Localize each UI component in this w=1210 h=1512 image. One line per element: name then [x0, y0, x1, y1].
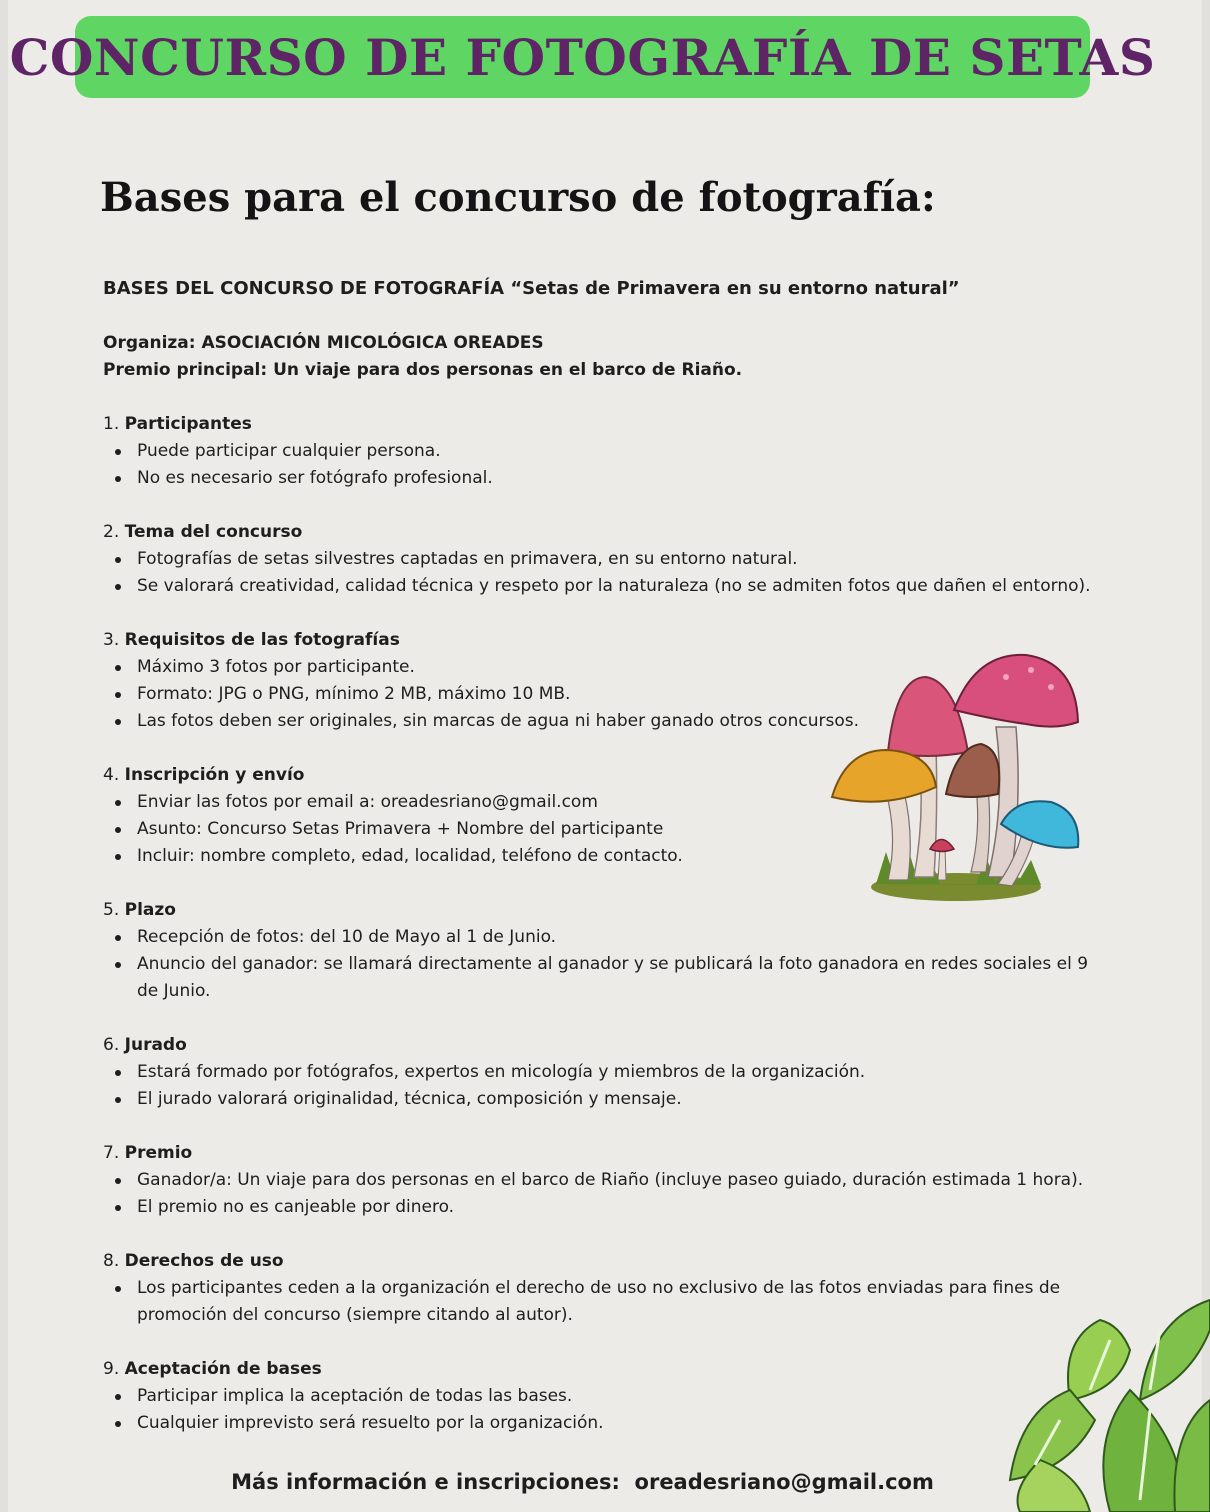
section-heading	[103, 1140, 1113, 1167]
list-item: No es necesario ser fotógrafo profesional.	[103, 465, 1113, 492]
list-item: Formato: JPG o PNG, mínimo 2 MB, máximo 10 MB.	[103, 681, 1113, 708]
section-number: 4.	[103, 765, 120, 785]
footer-label: Más información e inscripciones:	[231, 1470, 620, 1494]
page-title: Bases para el concurso de fotografía:	[100, 174, 936, 221]
organizer-block	[103, 330, 1113, 384]
section-number: 8.	[103, 1251, 120, 1271]
list-item: Incluir: nombre completo, edad, localidad, teléfono de contacto.	[103, 843, 1113, 870]
section-title: Inscripción y envío	[124, 765, 305, 785]
section-title: Aceptación de bases	[124, 1359, 322, 1379]
list-item: Puede participar cualquier persona.	[103, 438, 1113, 465]
section-number: 7.	[103, 1143, 120, 1163]
section-number: 3.	[103, 630, 120, 650]
section-heading	[103, 1356, 1113, 1383]
list-item: Ganador/a: Un viaje para dos personas en el barco de Riaño (incluye paseo guiado, duración estimada 1 hora).	[103, 1167, 1113, 1194]
bullet-list	[103, 438, 1113, 492]
list-item: Máximo 3 fotos por participante.	[103, 654, 1113, 681]
bases-title: BASES DEL CONCURSO DE FOTOGRAFÍA “Setas de Primavera en su entorno natural”	[103, 278, 960, 299]
section-heading	[103, 519, 1113, 546]
list-item: Estará formado por fotógrafos, expertos en micología y miembros de la organización.	[103, 1059, 1113, 1086]
section-title: Participantes	[124, 414, 252, 434]
bullet-list	[103, 1167, 1113, 1221]
section-number: 1.	[103, 414, 120, 434]
section-title: Premio	[124, 1143, 193, 1163]
footer-email-link[interactable]: oreadesriano@gmail.com	[634, 1470, 934, 1494]
bullet-list	[103, 924, 1113, 1005]
footer-contact	[0, 1470, 1165, 1494]
section-tema	[103, 519, 1113, 600]
section-participantes	[103, 411, 1113, 492]
section-number: 5.	[103, 900, 120, 920]
section-title: Plazo	[124, 900, 176, 920]
list-item: Cualquier imprevisto será resuelto por la organización.	[103, 1410, 1113, 1437]
list-item: Los participantes ceden a la organización el derecho de uso no exclusivo de las fotos enviadas para fines de promoción del concurso (siempre citando al autor).	[103, 1275, 1113, 1329]
list-item: Las fotos deben ser originales, sin marcas de agua ni haber ganado otros concursos.	[103, 708, 1113, 735]
title-banner	[9, 16, 1156, 98]
section-number: 6.	[103, 1035, 120, 1055]
list-item: Fotografías de setas silvestres captadas en primavera, en su entorno natural.	[103, 546, 1113, 573]
bullet-list	[103, 1059, 1113, 1113]
section-heading	[103, 627, 1113, 654]
list-item: Participar implica la aceptación de todas las bases.	[103, 1383, 1113, 1410]
bullet-list	[103, 1275, 1113, 1329]
list-item: El premio no es canjeable por dinero.	[103, 1194, 1113, 1221]
list-item: El jurado valorará originalidad, técnica, composición y mensaje.	[103, 1086, 1113, 1113]
section-heading	[103, 1248, 1113, 1275]
page-edge-left	[0, 0, 8, 1512]
list-item: Recepción de fotos: del 10 de Mayo al 1 de Junio.	[103, 924, 1113, 951]
section-jurado	[103, 1032, 1113, 1113]
list-item: Enviar las fotos por email a: oreadesriano@gmail.com	[103, 789, 1113, 816]
list-item: Asunto: Concurso Setas Primavera + Nombre del participante	[103, 816, 1113, 843]
section-heading	[103, 411, 1113, 438]
bullet-list	[103, 1383, 1113, 1437]
section-title: Jurado	[124, 1035, 187, 1055]
organizer-line: Organiza: ASOCIACIÓN MICOLÓGICA OREADES	[103, 333, 544, 353]
list-item: Anuncio del ganador: se llamará directamente al ganador y se publicará la foto ganadora en redes sociales el 9 de Junio.	[103, 951, 1113, 1005]
banner-title: CONCURSO DE FOTOGRAFÍA DE SETAS	[9, 27, 1156, 87]
section-heading	[103, 1032, 1113, 1059]
section-title: Derechos de uso	[124, 1251, 284, 1271]
section-title: Requisitos de las fotografías	[124, 630, 400, 650]
main-prize-line: Premio principal: Un viaje para dos personas en el barco de Riaño.	[103, 360, 743, 380]
list-item: Se valorará creatividad, calidad técnica y respeto por la naturaleza (no se admiten fotos que dañen el entorno).	[103, 573, 1113, 600]
section-premio	[103, 1140, 1113, 1221]
bullet-list	[103, 546, 1113, 600]
section-plazo	[103, 897, 1113, 1005]
section-aceptacion	[103, 1356, 1113, 1437]
section-derechos	[103, 1248, 1113, 1329]
section-number: 2.	[103, 522, 120, 542]
section-title: Tema del concurso	[124, 522, 303, 542]
mushroom-illustration-icon	[826, 652, 1086, 912]
section-number: 9.	[103, 1359, 120, 1379]
